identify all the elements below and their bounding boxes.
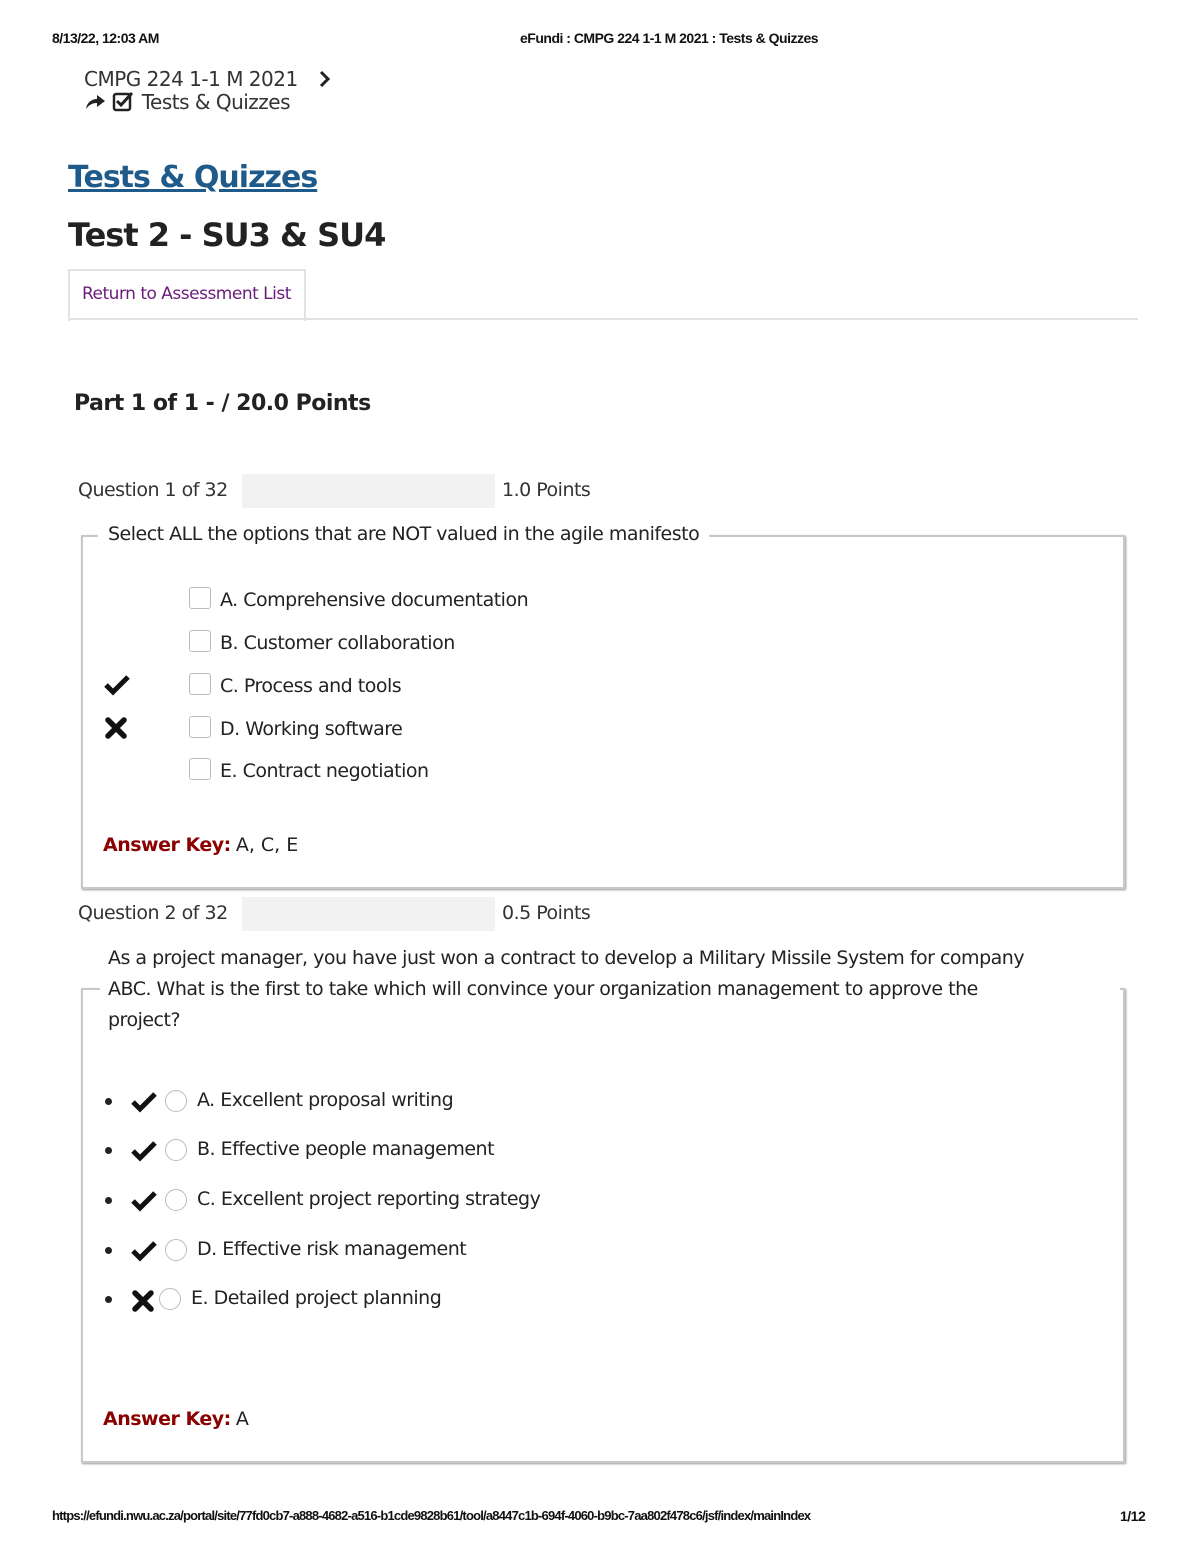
option-b-radio[interactable] <box>165 1139 187 1161</box>
option-e-label: E. Contract negotiation <box>220 760 429 782</box>
option-c-label: C. Excellent project reporting strategy <box>197 1188 541 1210</box>
answer-key-label: Answer Key: <box>103 834 231 856</box>
tests-quizzes-link[interactable]: Tests & Quizzes <box>68 160 318 195</box>
breadcrumb-tool <box>84 90 290 117</box>
question-2-prompt-line-1: As a project manager, you have just won a contract to develop a Military Missile System for company <box>108 947 1025 969</box>
option-c-checkbox[interactable] <box>189 673 211 695</box>
question-1-score-box <box>242 474 495 508</box>
tab-divider <box>68 318 1138 320</box>
check-icon <box>131 1238 157 1264</box>
question-2-answer-key <box>103 1408 249 1430</box>
option-a-radio[interactable] <box>165 1090 187 1112</box>
question-2-fieldset <box>81 988 1125 1463</box>
option-d-label: D. Working software <box>220 718 403 740</box>
cross-icon <box>131 1289 157 1315</box>
list-bullet <box>105 1296 112 1303</box>
tab-return <box>68 269 306 321</box>
breadcrumb <box>84 67 332 93</box>
option-b-label: B. Customer collaboration <box>220 632 455 654</box>
question-1-prompt: Select ALL the options that are NOT valued in the agile manifesto <box>98 523 709 545</box>
question-2-score-box <box>242 897 495 931</box>
print-url: https://efundi.nwu.ac.za/portal/site/77fd0cb7-a888-4682-a516-b1cde9828b61/tool/a8447c1b-694f-4060-b9bc-7aa802f478c6/jsf/index/mainIndex <box>52 1508 811 1523</box>
question-1-header: Question 1 of 32 <box>78 479 228 501</box>
question-2-prompt-line-3: project? <box>108 1009 181 1031</box>
share-arrow-icon <box>84 92 106 116</box>
part-title: Part 1 of 1 - / 20.0 Points <box>74 391 371 416</box>
checkbox-edit-icon <box>112 90 136 117</box>
list-bullet <box>105 1197 112 1204</box>
page-title: Test 2 - SU3 & SU4 <box>68 216 386 254</box>
list-bullet <box>105 1147 112 1154</box>
option-b-label: B. Effective people management <box>197 1138 495 1160</box>
check-icon <box>131 1188 157 1214</box>
option-a-checkbox[interactable] <box>189 587 211 609</box>
option-a-label: A. Excellent proposal writing <box>197 1089 454 1111</box>
check-icon <box>104 672 130 698</box>
option-e-radio[interactable] <box>159 1288 181 1310</box>
cross-icon <box>104 716 130 742</box>
option-d-radio[interactable] <box>165 1239 187 1261</box>
answer-key-value: A, C, E <box>235 834 299 856</box>
question-1-answer-key <box>103 834 298 856</box>
print-doc-title: eFundi : CMPG 224 1-1 M 2021 : Tests & Quizzes <box>520 30 819 46</box>
option-d-checkbox[interactable] <box>189 716 211 738</box>
chevron-right-icon <box>318 69 332 93</box>
question-1-points: 1.0 Points <box>502 479 591 501</box>
option-c-label: C. Process and tools <box>220 675 402 697</box>
question-2-prompt <box>100 943 1120 1036</box>
breadcrumb-tool-label[interactable]: Tests & Quizzes <box>141 90 291 114</box>
answer-key-label: Answer Key: <box>103 1408 231 1430</box>
breadcrumb-site-link[interactable]: CMPG 224 1-1 M 2021 <box>84 67 298 91</box>
list-bullet <box>105 1098 112 1105</box>
question-2-points: 0.5 Points <box>502 902 591 924</box>
check-icon <box>131 1138 157 1164</box>
option-b-checkbox[interactable] <box>189 630 211 652</box>
option-c-radio[interactable] <box>165 1189 187 1211</box>
question-2-prompt-line-2: ABC. What is the first to take which will convince your organization management to approve the <box>108 978 978 1000</box>
option-a-label: A. Comprehensive documentation <box>220 589 529 611</box>
answer-key-value: A <box>235 1408 249 1430</box>
check-icon <box>131 1089 157 1115</box>
print-datetime: 8/13/22, 12:03 AM <box>52 30 159 46</box>
option-e-checkbox[interactable] <box>189 758 211 780</box>
list-bullet <box>105 1247 112 1254</box>
option-d-label: D. Effective risk management <box>197 1238 467 1260</box>
return-to-assessment-list-link[interactable]: Return to Assessment List <box>82 284 291 304</box>
option-e-label: E. Detailed project planning <box>191 1287 442 1309</box>
question-2-header: Question 2 of 32 <box>78 902 228 924</box>
print-page-number: 1/12 <box>1120 1508 1146 1524</box>
